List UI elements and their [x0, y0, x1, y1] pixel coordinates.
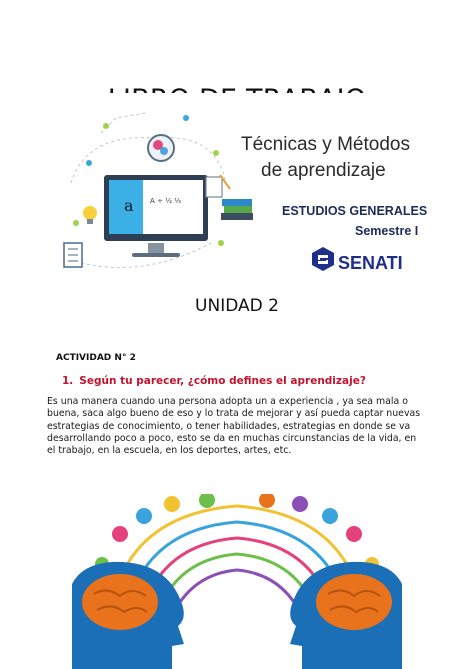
banner-program: ESTUDIOS GENERALES: [282, 204, 428, 218]
question-number: 1.: [62, 375, 74, 387]
right-head-icon: [290, 562, 402, 669]
unit-heading: UNIDAD 2: [195, 296, 279, 316]
learning-heads-illustration: [72, 494, 402, 669]
svg-text:a: a: [124, 196, 134, 215]
banner-title-line2: de aprendizaje: [261, 160, 386, 181]
activity-label: ACTIVIDAD N° 2: [56, 353, 136, 363]
checklist-icon: [64, 243, 82, 267]
question-text: Según tu parecer, ¿cómo defines el aprendizaje?: [79, 375, 366, 387]
left-head-icon: [72, 562, 184, 669]
books-icon: [221, 199, 253, 220]
brain-gear-icon: [148, 135, 174, 161]
answer-paragraph: Es una manera cuando una persona adopta un a experiencia , ya sea mala o buena, saca algo bueno de eso y lo trata de mejorar y así pueda captar nuevas estrategias de conocimiento, o tener habilidades, estrategias en donde se va desarrollando poco a poco, esto se da en muchas circunstancias de la vida, en el trabajo, en la escuela, en los deportes, artes, etc.: [47, 396, 421, 457]
banner-semester: Semestre I: [355, 224, 419, 238]
senati-logo-icon: [310, 246, 336, 272]
question-1: [62, 375, 366, 387]
svg-text:A ÷ ½ ⅓: A ÷ ½ ⅓: [150, 197, 181, 205]
senati-logo-text: SENATI: [338, 253, 403, 273]
banner-title-line1: Técnicas y Métodos: [241, 134, 410, 155]
